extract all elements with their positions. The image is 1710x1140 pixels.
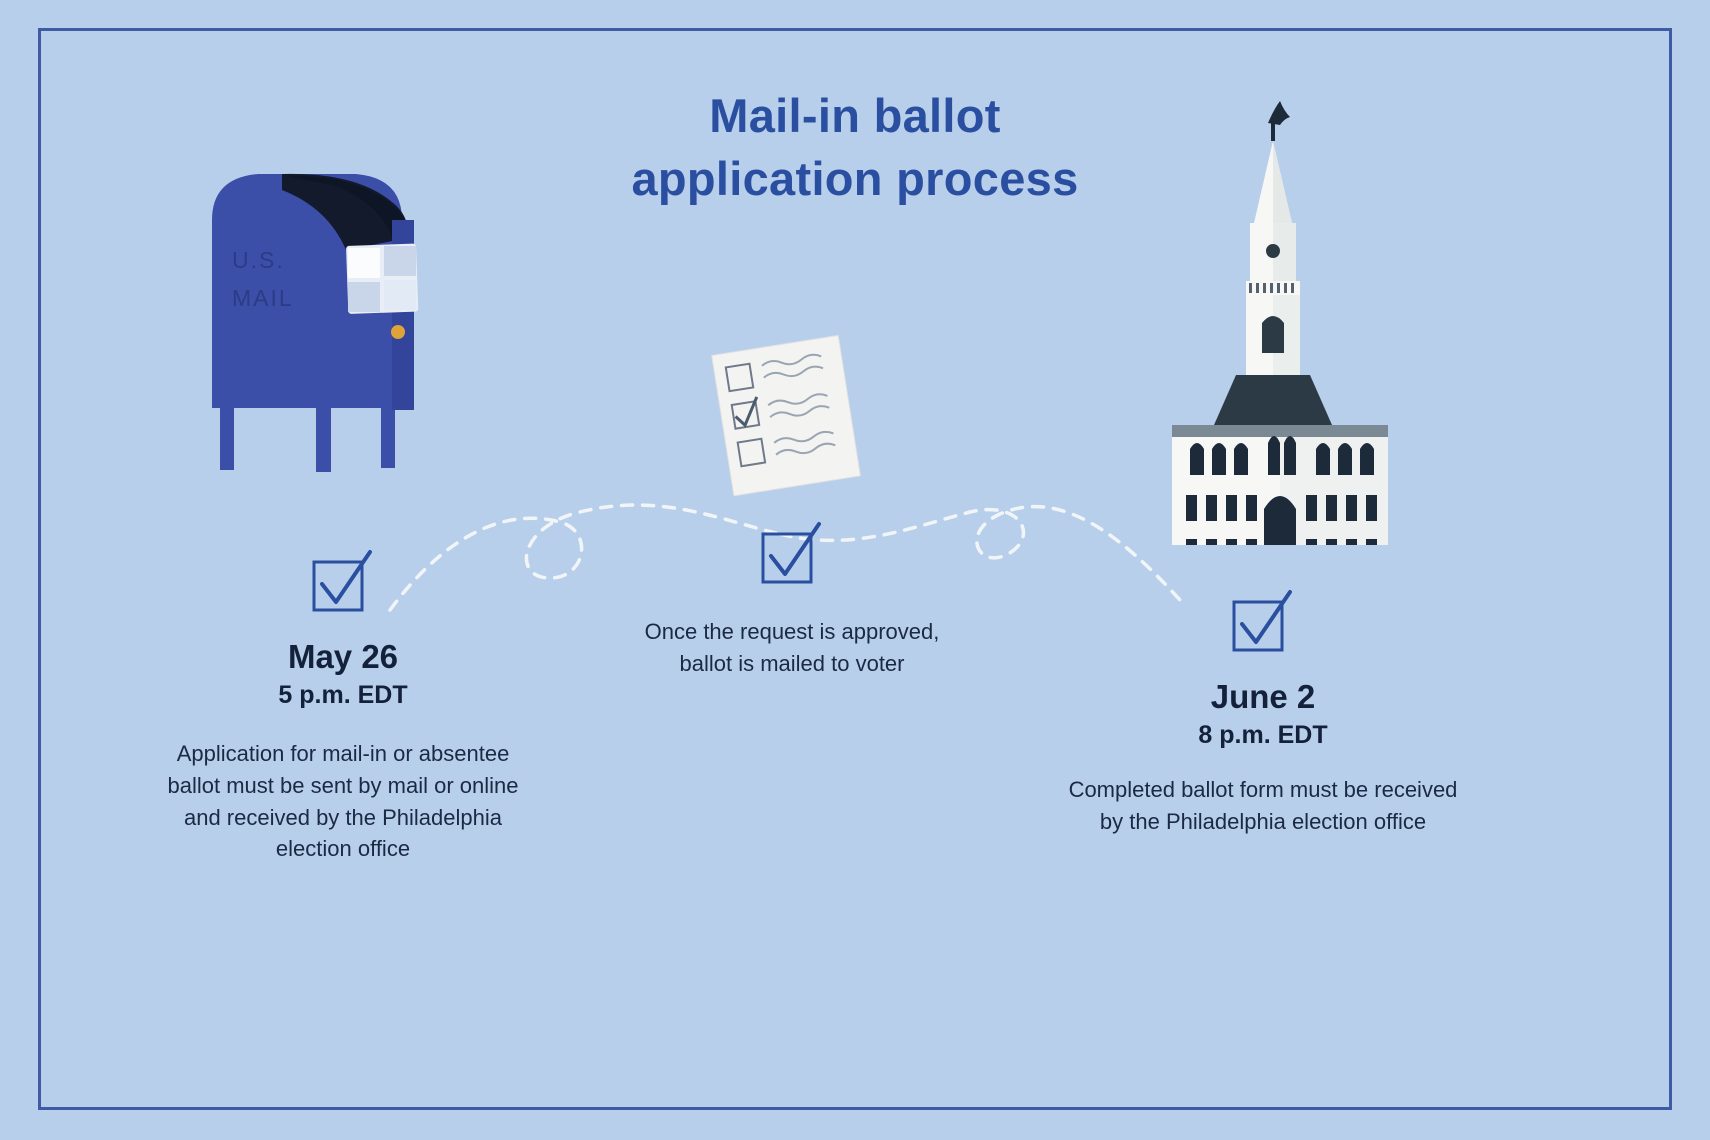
step-description: Once the request is approved, ballot is mailed to voter <box>644 619 940 676</box>
step-ballot-mailed <box>622 520 962 680</box>
page-title-line-1: Mail-in ballot <box>709 89 1001 142</box>
step-description: Completed ballot form must be received by the Philadelphia election office <box>1068 776 1458 834</box>
step-date: June 2 <box>1210 678 1316 715</box>
step-june-2 <box>1068 588 1458 838</box>
page-title-line-2: application process <box>631 152 1079 206</box>
svg-text:MAIL: MAIL <box>232 285 294 311</box>
step-description: Application for mail-in or absentee ballot must be sent by mail or online and received by the Philadelphia election office <box>167 740 519 862</box>
step-date: May 26 <box>287 638 399 675</box>
mailbox-illustration <box>196 150 456 480</box>
step-time: 5 p.m. EDT <box>278 681 408 710</box>
checkbox-check-icon <box>310 548 376 614</box>
svg-text:U.S.: U.S. <box>232 247 285 273</box>
step-time: 8 p.m. EDT <box>1198 721 1328 750</box>
checkbox-check-icon <box>1230 588 1296 654</box>
checkbox-check-icon <box>759 520 825 586</box>
step-may-26 <box>148 548 538 865</box>
